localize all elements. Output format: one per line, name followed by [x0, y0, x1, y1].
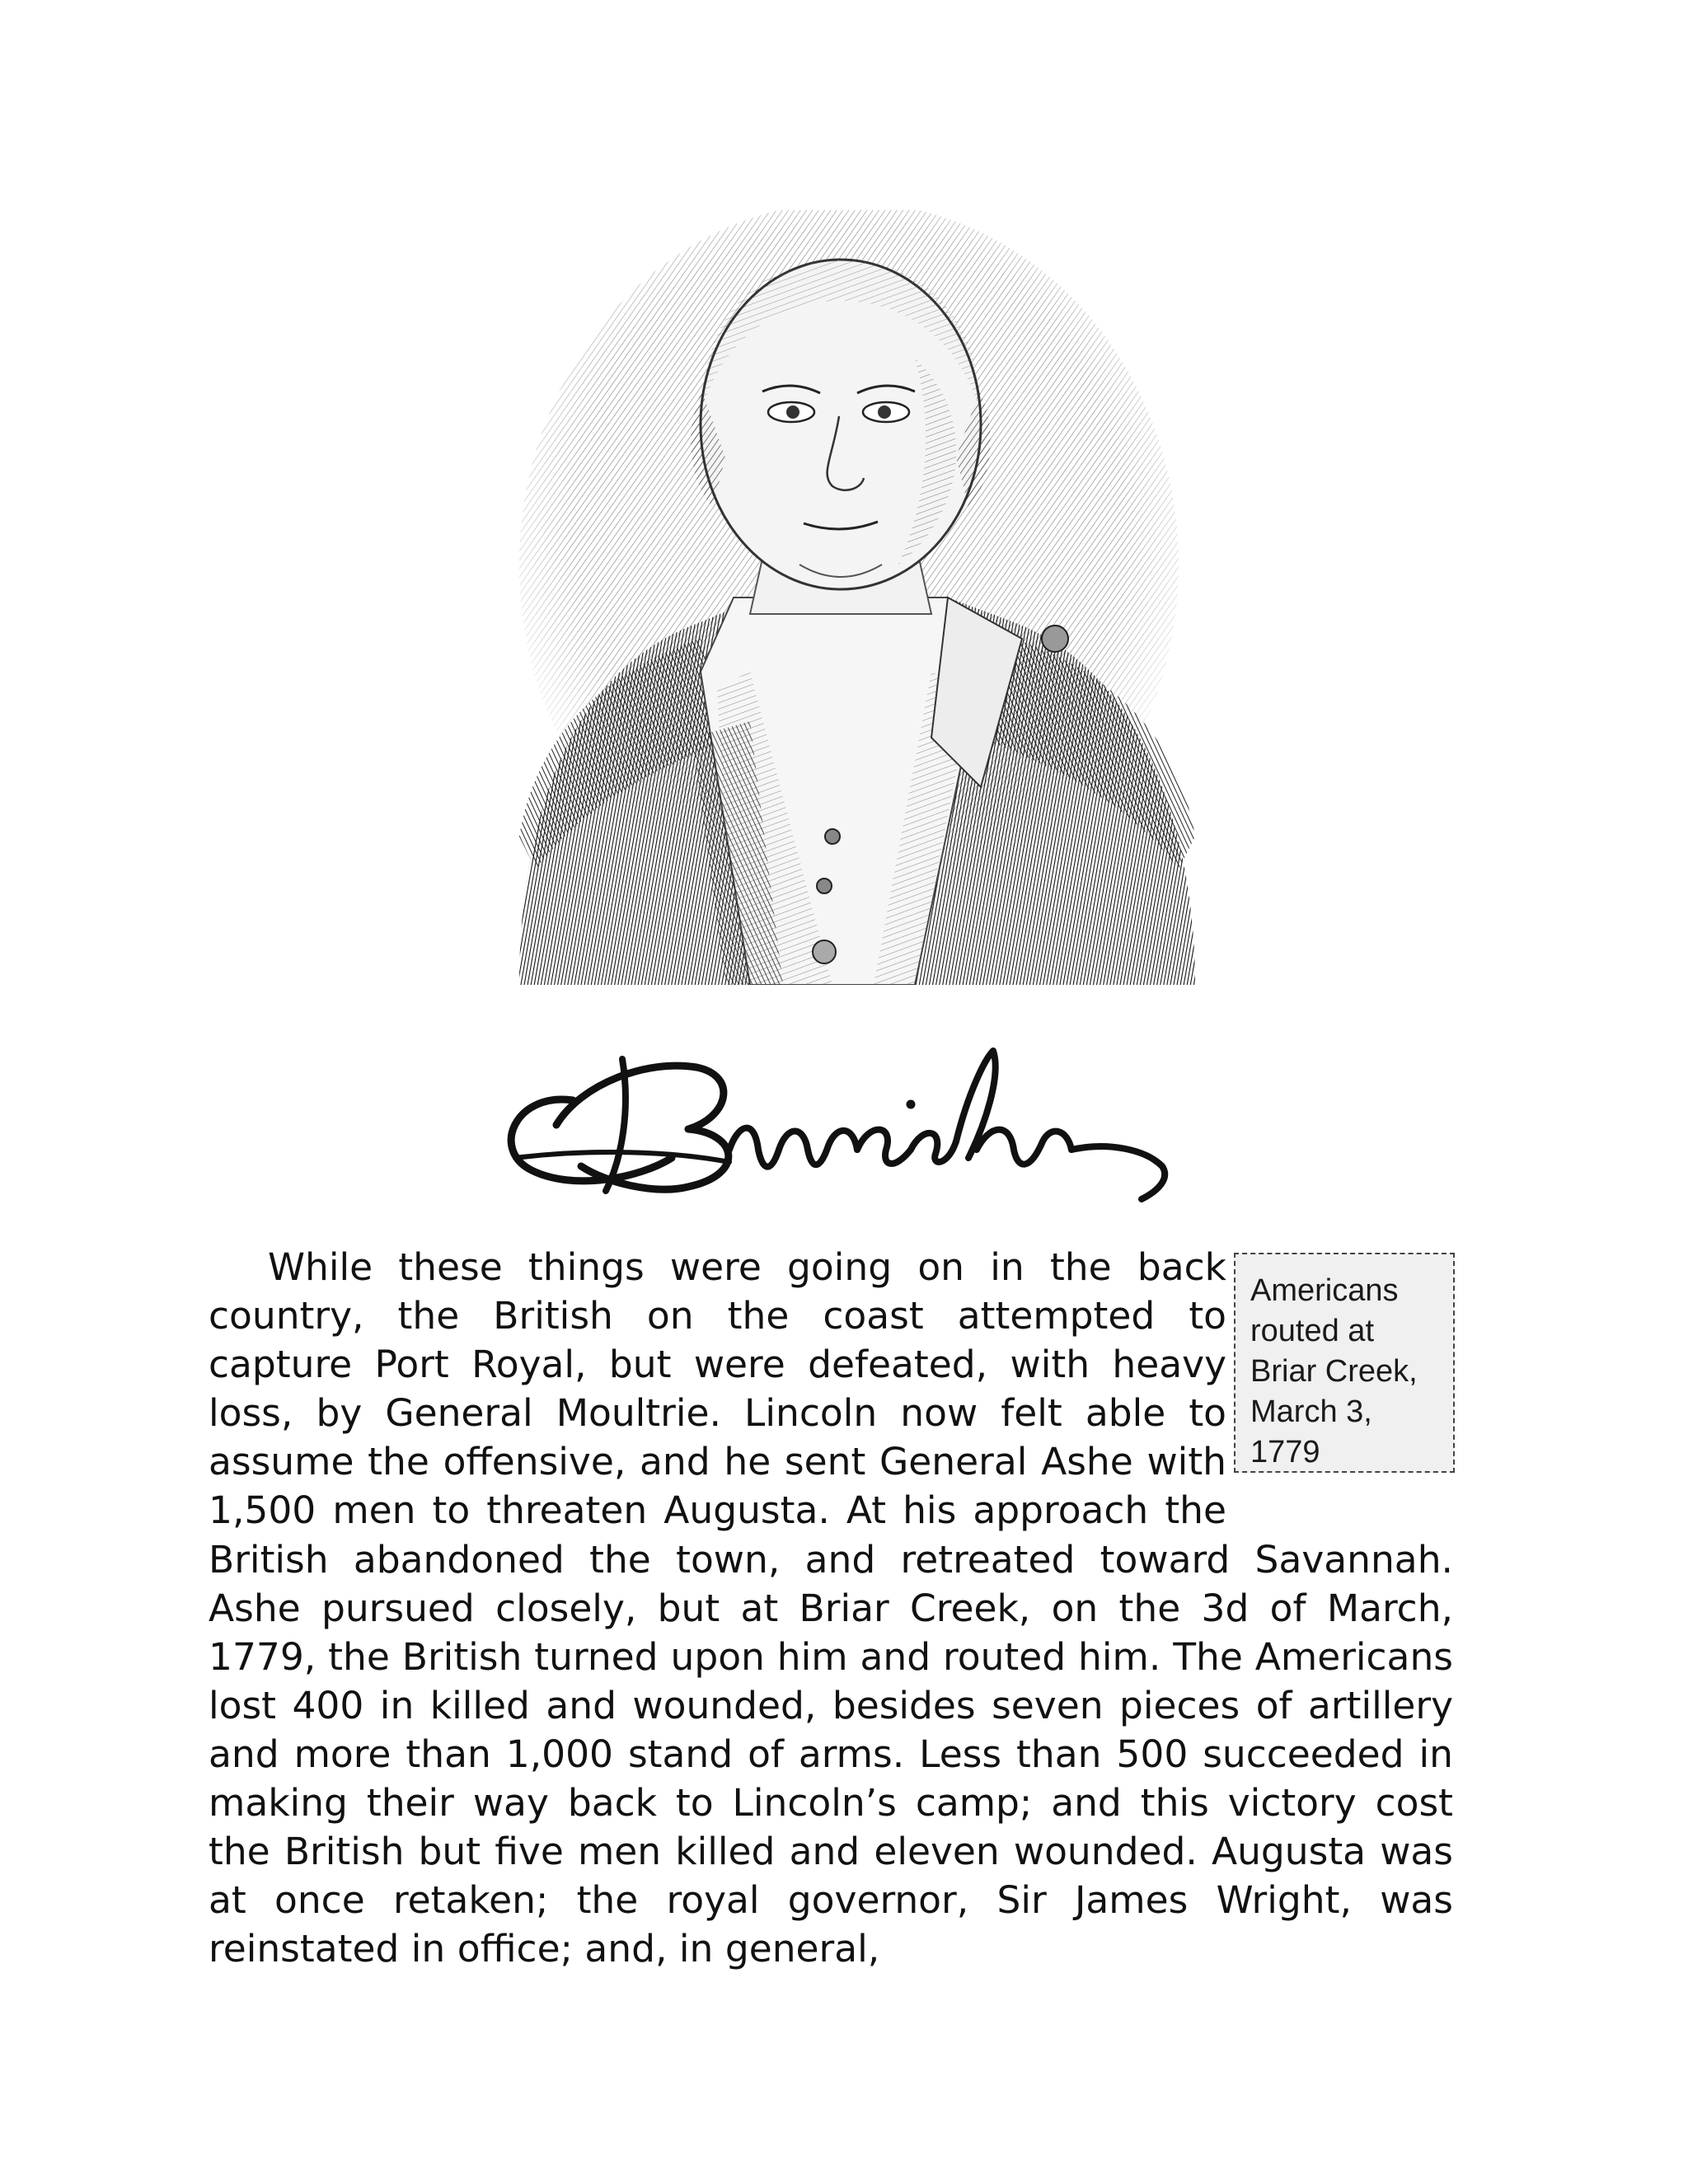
- margin-sidenote: Americans routed at Briar Creek, March 3, 1779: [1234, 1253, 1455, 1473]
- signature-image: [482, 1026, 1175, 1216]
- body-paragraph-text: While these things were going on in the back country, the British on the coast attempted to capture Port Royal, but were defeated, with heavy loss, by General Moultrie. Lincoln now felt able to assume the offensive, and he sent General Ashe with 1,500 men to threaten Augusta. At his approach the British abandoned the town, and retreated toward Savannah. Ashe pursued closely, but at Briar Creek, on the 3d of March, 1779, the British turned upon him and routed him. The Americans lost 400 in killed and wounded, besides seven pieces of artillery and more than 1,000 stand of arms. Less than 500 succeeded in making their way back to Lincoln’s camp; and this victory cost the British but five men killed and eleven wounded. Augusta was at once retaken; the royal governor, Sir James Wright, was reinstated in office; and, in general,: [209, 1245, 1453, 1971]
- sidenote-spacer: [1226, 1243, 1453, 1511]
- body-paragraph: [209, 1243, 1453, 1973]
- portrait-engraving: [486, 210, 1212, 985]
